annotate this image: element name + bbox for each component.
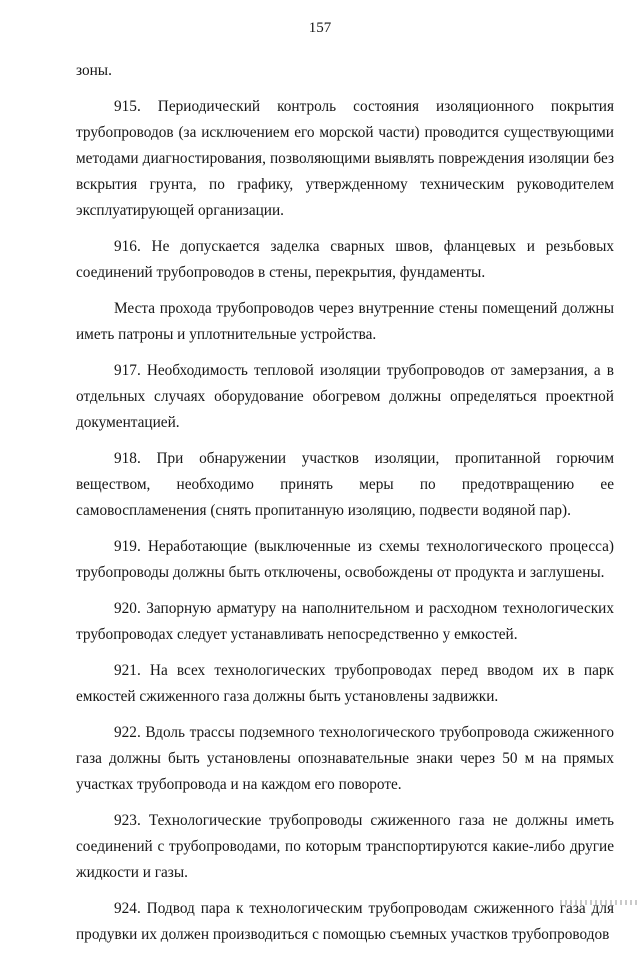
page-body (76, 58, 614, 958)
paragraph-923: 923. Технологические трубопроводы сжиженного газа не должны иметь соединений с трубопроводами, по которым транспортируются какие-либо другие жидкости и газы. (76, 812, 614, 881)
paragraph-922: 922. Вдоль трассы подземного технологического трубопровода сжиженного газа должны быть установлены опознавательные знаки через 50 м на прямых участках трубопровода и на каждом его повороте. (76, 724, 614, 793)
paragraph-921: 921. На всех технологических трубопроводах перед вводом их в парк емкостей сжиженного газа должны быть установлены задвижки. (76, 662, 614, 705)
paragraph-919: 919. Неработающие (выключенные из схемы технологического процесса) трубопроводы должны быть отключены, освобождены от продукта и заглушены. (76, 538, 614, 581)
paragraph-916-continued: Места прохода трубопроводов через внутренние стены помещений должны иметь патроны и уплотнительные устройства. (76, 300, 614, 343)
paragraph-917: 917. Необходимость тепловой изоляции трубопроводов от замерзания, а в отдельных случаях оборудование обогревом должны определяться проектной документацией. (76, 362, 614, 431)
paragraph-924: 924. Подвод пара к технологическим трубопроводам сжиженного газа для продувки их должен производиться с помощью съемных участков трубопроводов (76, 900, 614, 943)
scan-edge-mark (560, 900, 640, 905)
paragraph-continuation: зоны. (76, 62, 112, 79)
paragraph-915: 915. Периодический контроль состояния изоляционного покрытия трубопроводов (за исключением его морской части) проводится существующими методами диагностирования, позволяющими выявлять повреждения изоляции без вскрытия грунта, по графику, утвержденному техническим руководителем эксплуатирующей организации. (76, 98, 614, 219)
paragraph-916: 916. Не допускается заделка сварных швов, фланцевых и резьбовых соединений трубопроводов в стены, перекрытия, фундаменты. (76, 238, 614, 281)
page-number: 157 (308, 20, 332, 36)
paragraph-920: 920. Запорную арматуру на наполнительном и расходном технологических трубопроводах следует устанавливать непосредственно у емкостей. (76, 600, 614, 643)
paragraph-918: 918. При обнаружении участков изоляции, пропитанной горючим веществом, необходимо принять меры по предотвращению ее самовоспламенения (снять пропитанную изоляцию, подвести водяной пар). (76, 450, 614, 519)
